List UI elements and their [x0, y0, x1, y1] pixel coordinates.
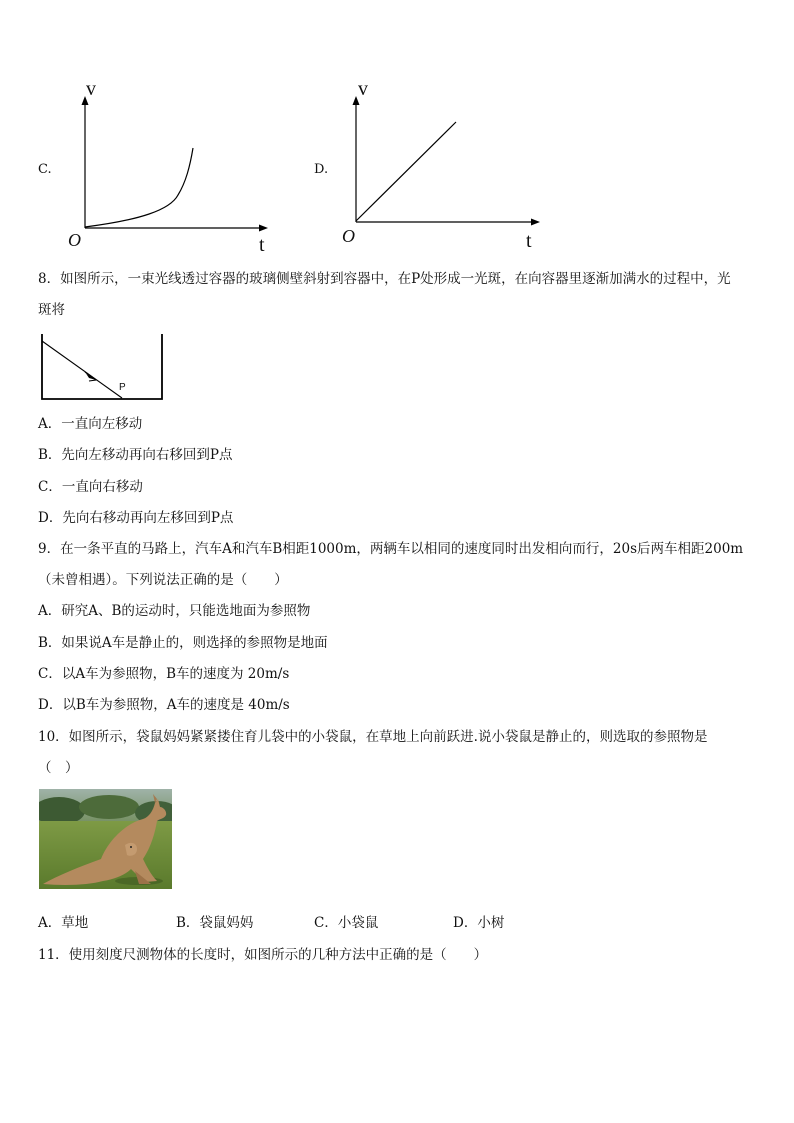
- q9-option-c: C．以A车为参照物，B车的速度为 20m/s: [38, 666, 290, 682]
- graph-c-y-label: v: [86, 78, 96, 100]
- q8-light-ray: [42, 341, 122, 398]
- q9-line2: （未曾相遇）。下列说法正确的是（ ）: [38, 572, 288, 588]
- q8-container: [42, 334, 162, 399]
- q9-line1: 9．在一条平直的马路上，汽车A和汽车B相距1000m，两辆车以相同的速度同时出发相向而行，20s后两车相距200m: [38, 541, 744, 557]
- q8-option-a: A．一直向左移动: [38, 416, 143, 432]
- q8-option-b: B．先向左移动再向右移回到P点: [38, 447, 233, 463]
- q8-option-c: C．一直向右移动: [38, 479, 143, 495]
- kangaroo-photo: [39, 789, 172, 889]
- graph-d-y-label: v: [358, 78, 368, 100]
- q10-option-b: B．袋鼠妈妈: [176, 915, 254, 931]
- q8-container-figure: [0, 0, 794, 420]
- q8-line2: 斑将: [38, 302, 65, 318]
- graph-d-x-label: t: [526, 230, 532, 252]
- graph-d-label: D.: [314, 162, 329, 177]
- kangaroo-illustration: [39, 789, 172, 889]
- q11-line1: 11．使用刻度尺测物体的长度时，如图所示的几种方法中正确的是（ ）: [38, 947, 488, 963]
- q10-line1: 10．如图所示，袋鼠妈妈紧紧搂住育儿袋中的小袋鼠，在草地上向前跃进.说小袋鼠是静止的，则选取的参照物是: [38, 729, 708, 745]
- q8-line1: 8．如图所示，一束光线透过容器的玻璃侧壁斜射到容器中，在P处形成一光斑，在向容器里逐渐加满水的过程中，光: [38, 271, 731, 287]
- graph-c-origin: O: [68, 230, 81, 250]
- q9-option-a: A．研究A、B的运动时，只能选地面为参照物: [38, 603, 311, 619]
- q10-option-d: D．小树: [453, 915, 505, 931]
- q9-option-d: D．以B车为参照物，A车的速度是 40m/s: [38, 697, 290, 713]
- q8-point-label: P: [119, 382, 126, 393]
- q10-line2: （ ）: [38, 760, 79, 776]
- q10-option-a: A．草地: [38, 915, 89, 931]
- graph-d-origin: O: [342, 226, 355, 246]
- q8-option-d: D．先向右移动再向左移回到P点: [38, 510, 234, 526]
- graph-c-label: C.: [38, 162, 52, 177]
- q9-option-b: B．如果说A车是静止的，则选择的参照物是地面: [38, 635, 328, 651]
- graph-c-x-label: t: [259, 234, 265, 256]
- q10-option-c: C．小袋鼠: [314, 915, 379, 931]
